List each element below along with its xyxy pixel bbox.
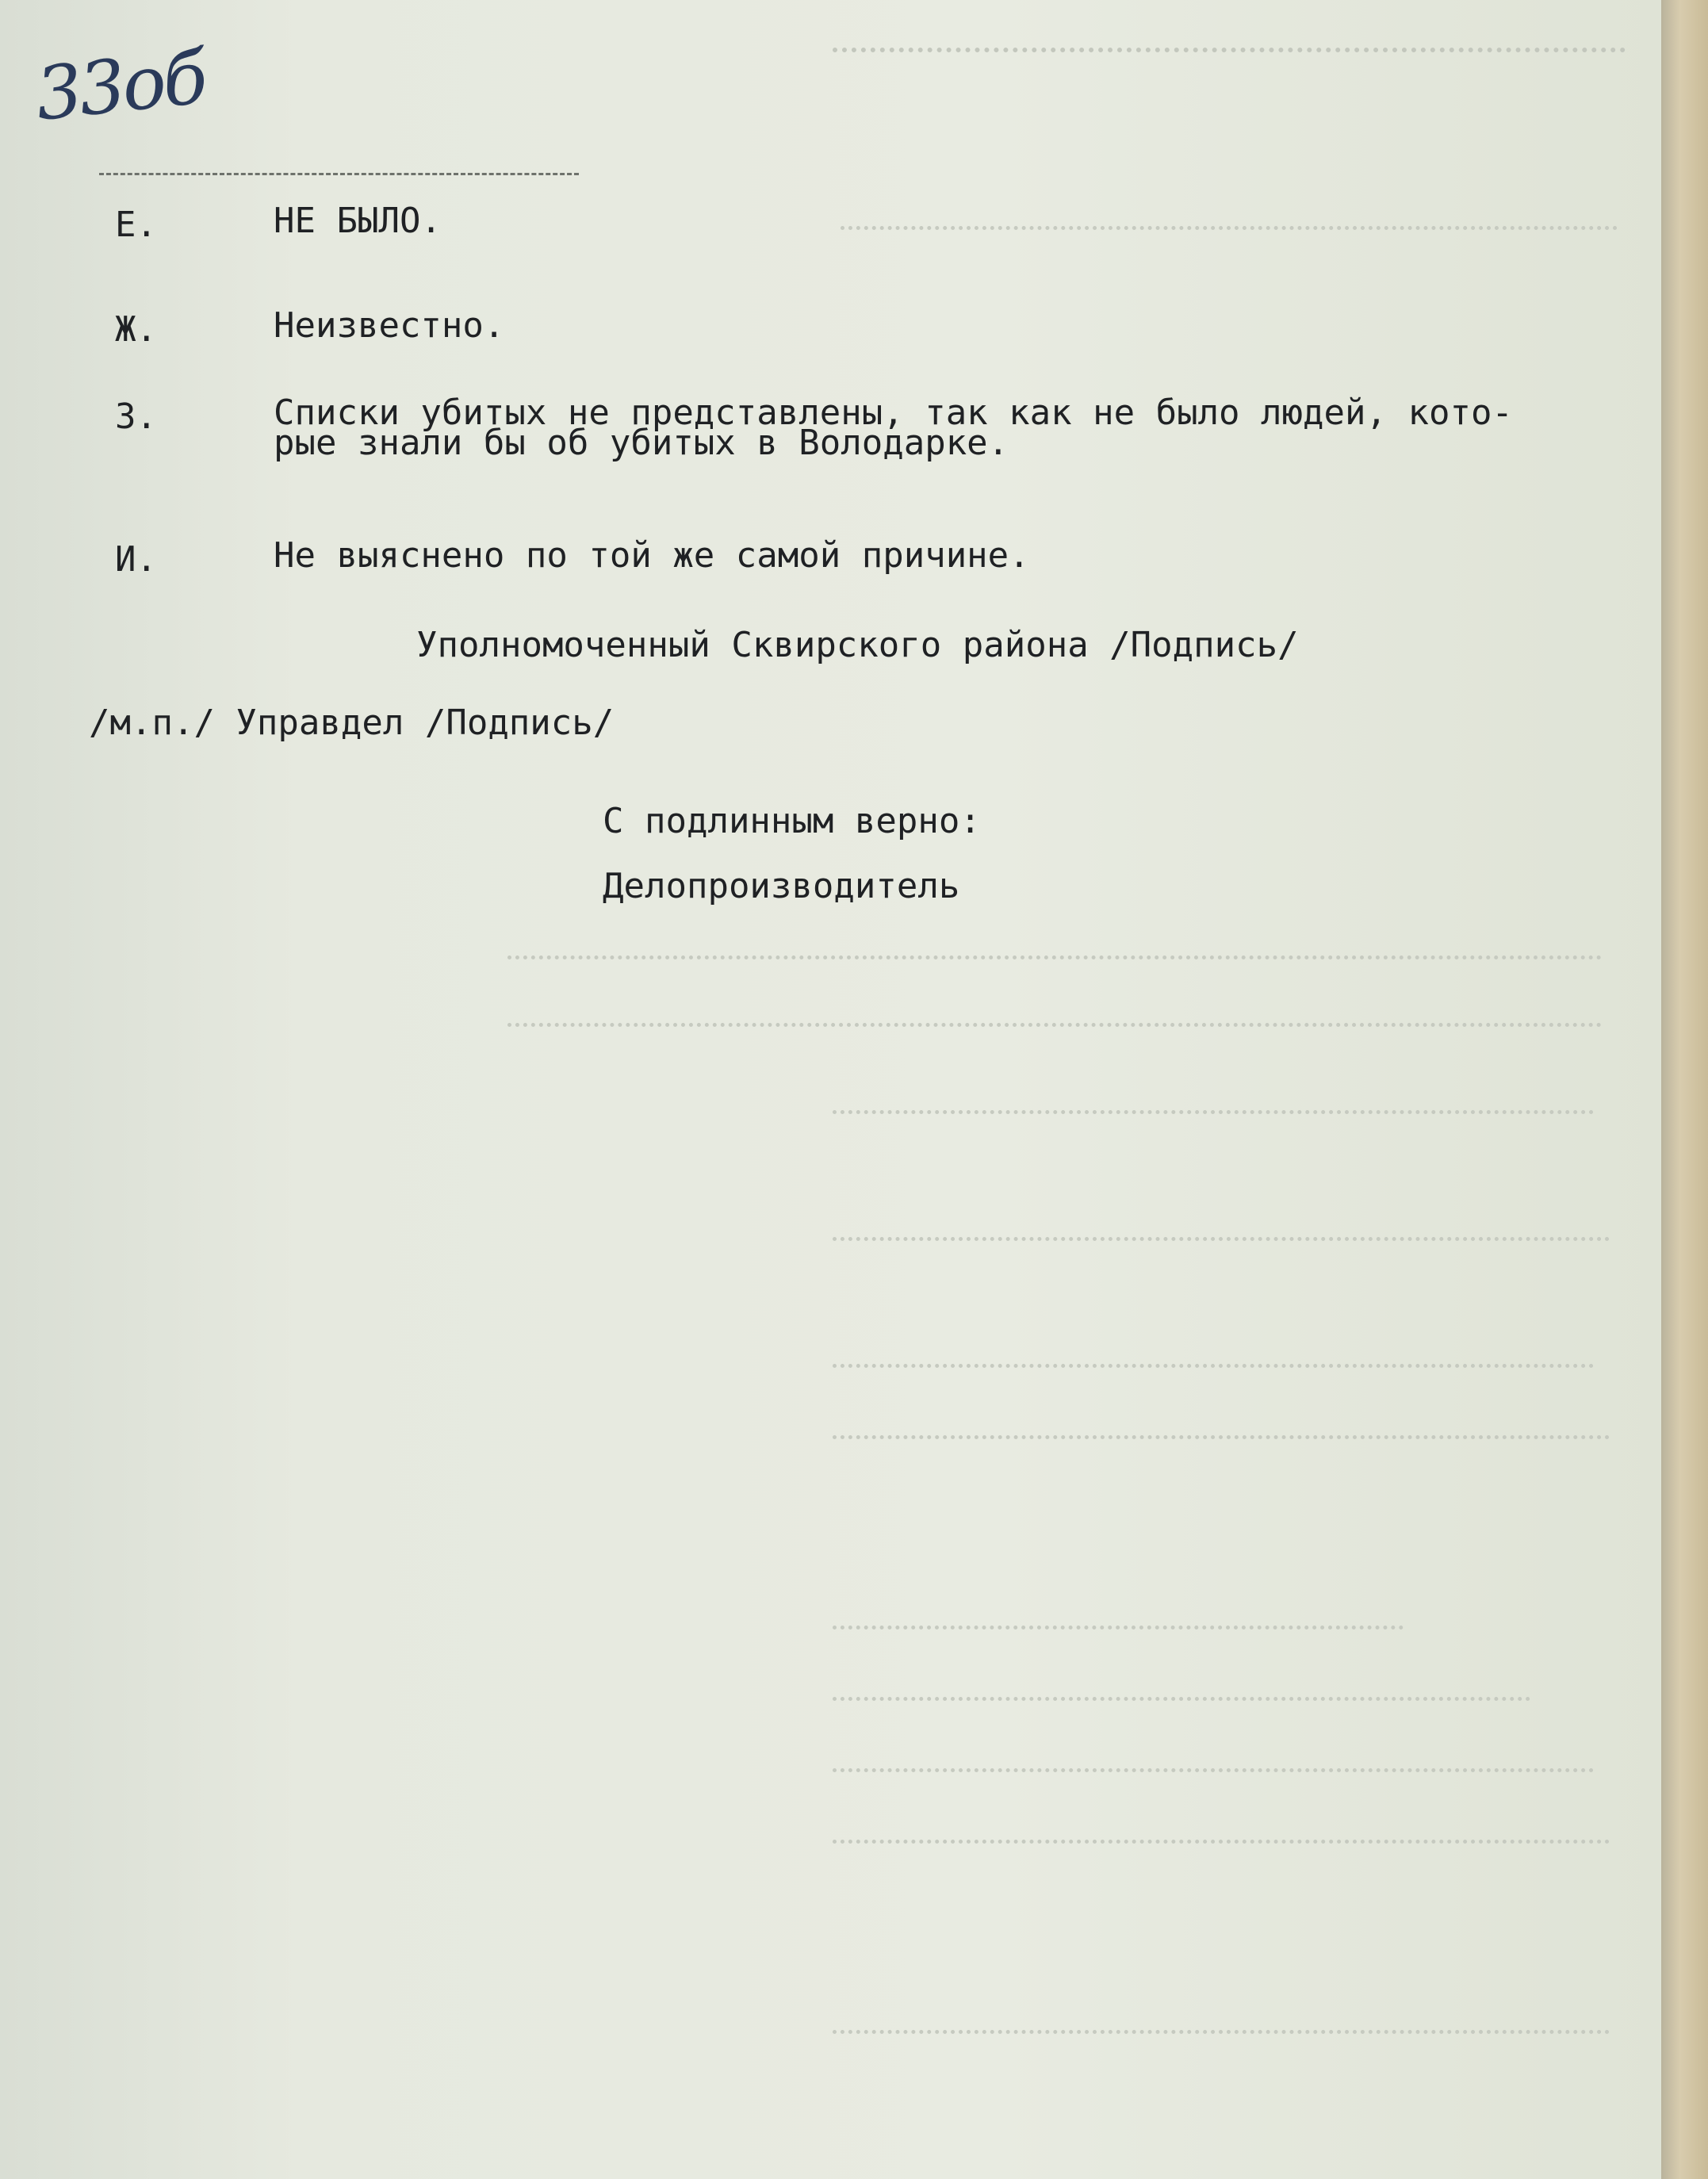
signature-line-2: /м.п./ Управдел /Подпись/ [89, 703, 615, 743]
item-text: Неизвестно. [274, 305, 505, 346]
list-item-e [115, 201, 1622, 252]
list-item-z [115, 393, 1637, 476]
certification-line-2: Делопроизводитель [603, 866, 960, 906]
item-letter: Е. [115, 205, 157, 245]
page-number: 33об [31, 35, 209, 137]
list-item-zh [115, 305, 1622, 357]
item-letter: З. [115, 396, 157, 437]
item-letter: И. [115, 539, 157, 580]
item-text-line-1: Списки убитых не представлены, так как не было людей, кото- [274, 393, 1513, 433]
item-letter: Ж. [115, 309, 157, 350]
item-text: Не выяснено по той же самой причине. [274, 535, 1030, 576]
signature-line-1: Уполномоченный Сквирского района /Подпись/ [416, 625, 1299, 665]
list-item-i [115, 535, 1622, 587]
certification-line-1: С подлинным верно: [603, 801, 981, 841]
paper-edge [1661, 0, 1708, 2179]
item-text-line-2: рые знали бы об убитых в Володарке. [274, 423, 1009, 463]
header-divider [99, 173, 579, 175]
item-text: НЕ БЫЛО. [274, 201, 442, 241]
